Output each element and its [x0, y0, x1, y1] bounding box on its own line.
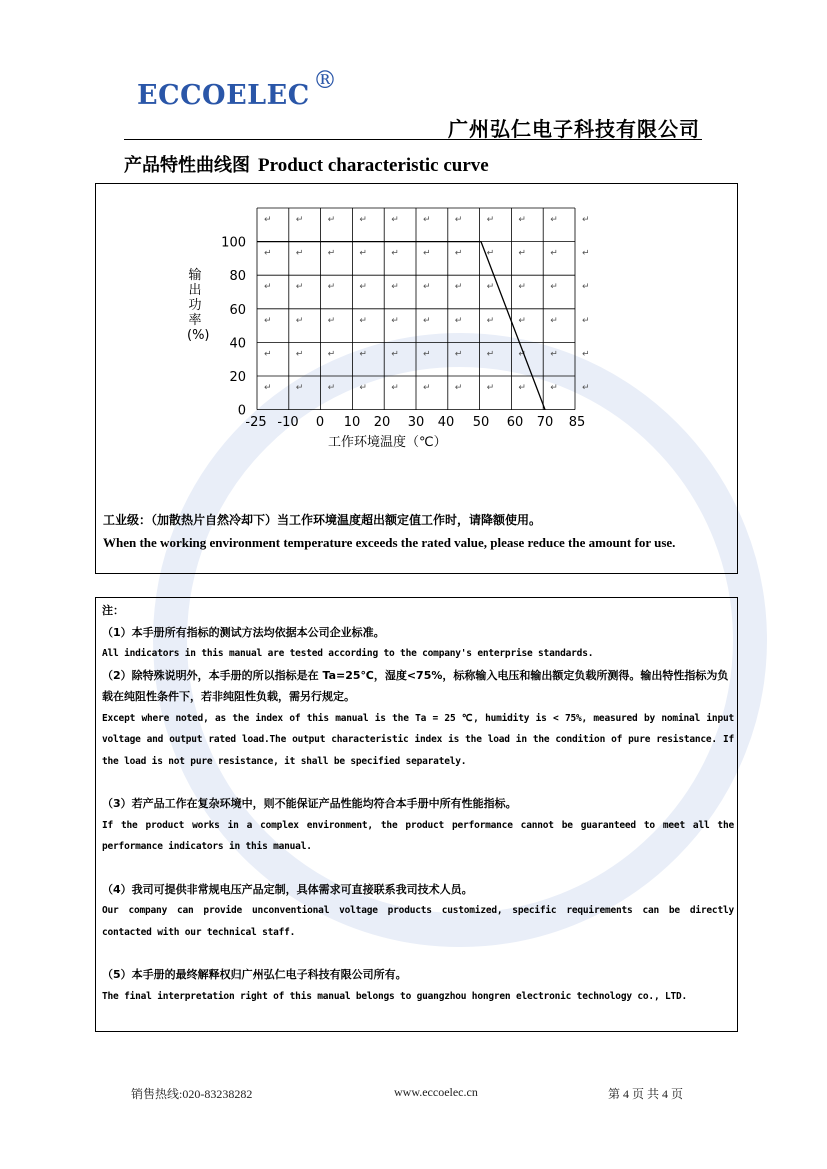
cell-return-mark: ↵ [486, 215, 495, 225]
cell-return-mark: ↵ [295, 315, 304, 326]
cell-return-mark: ↵ [518, 383, 526, 393]
chart-grid [257, 208, 590, 410]
cell-return-mark: ↵ [454, 215, 463, 225]
note-4-en: Our company can provide unconventional voltage products customized, specific requirements can be directly contacted with our technical staff. [102, 905, 734, 938]
cell-return-mark: ↵ [582, 315, 590, 326]
x-tick-label: -10 [277, 415, 299, 430]
cell-return-mark: ↵ [391, 248, 399, 259]
cell-return-mark: ↵ [423, 315, 431, 326]
cell-return-mark: ↵ [391, 215, 399, 225]
cell-return-mark: ↵ [454, 248, 463, 259]
cell-return-mark: ↵ [264, 315, 272, 326]
cell-return-mark: ↵ [359, 349, 367, 360]
derating-warning-cn: 工业级：（加散热片自然冷却下）当工作环境温度超出额定值工作时，请降额使用。 [103, 513, 542, 527]
y-axis-ticks [221, 236, 246, 419]
x-tick-label: 70 [536, 415, 554, 430]
cell-return-mark: ↵ [518, 282, 526, 293]
note-1-cn: （1）本手册所有指标的测试方法均依据本公司企业标准。 [102, 625, 385, 639]
cell-return-mark: ↵ [423, 282, 431, 293]
cell-return-mark: ↵ [391, 349, 399, 360]
y-tick-label: 80 [229, 269, 246, 285]
cell-return-mark: ↵ [264, 282, 272, 293]
section-title-cn: 产品特性曲线图 [124, 155, 250, 176]
x-tick-label: 20 [373, 415, 391, 430]
cell-return-mark: ↵ [486, 248, 495, 259]
footer-website[interactable]: www.eccoelec.cn [394, 1085, 478, 1099]
cell-return-mark: ↵ [582, 282, 590, 293]
cell-return-mark: ↵ [295, 248, 304, 259]
x-tick-label: 50 [472, 415, 490, 430]
x-tick-label: 30 [407, 415, 425, 430]
cell-return-mark: ↵ [295, 282, 304, 293]
cell-return-mark: ↵ [486, 349, 495, 360]
cell-return-mark: ↵ [454, 315, 463, 326]
cell-return-mark: ↵ [518, 248, 526, 259]
cell-return-mark: ↵ [264, 349, 272, 360]
note-2-cn: （2）除特殊说明外，本手册的所以指标是在 Ta=25℃，湿度<75%，标称输入电压和输出额定负载所测得。输出特性指标为负载在纯阻性条件下，若非纯阻性负载，需另行规定。 [102, 668, 729, 703]
cell-return-mark: ↵ [582, 383, 590, 393]
footer-page-number: 第 4 页 共 4 页 [608, 1087, 684, 1101]
cell-return-mark: ↵ [486, 282, 495, 293]
notes-section [102, 600, 734, 1007]
note-5-cn: （5）本手册的最终解释权归广州弘仁电子科技有限公司所有。 [102, 968, 407, 981]
cell-return-mark: ↵ [550, 383, 558, 393]
cell-return-mark: ↵ [264, 383, 272, 393]
cell-return-mark: ↵ [327, 282, 336, 293]
cell-return-mark: ↵ [264, 248, 272, 259]
cell-return-mark: ↵ [486, 383, 495, 393]
x-axis-label: 工作环境温度（℃） [328, 435, 447, 450]
cell-return-mark: ↵ [582, 248, 590, 259]
cell-return-mark: ↵ [423, 248, 431, 259]
derating-chart [0, 0, 827, 470]
cell-return-mark: ↵ [550, 349, 558, 360]
footer-hotline: 销售热线:020-83238282 [131, 1087, 253, 1101]
cell-return-mark: ↵ [582, 349, 590, 360]
cell-return-mark: ↵ [518, 215, 526, 225]
x-tick-label: 10 [343, 415, 361, 430]
cell-return-mark: ↵ [327, 248, 336, 259]
cell-return-mark: ↵ [359, 282, 367, 293]
x-axis-ticks [245, 415, 585, 430]
cell-return-mark: ↵ [327, 383, 336, 393]
y-tick-label: 20 [229, 370, 246, 385]
cell-return-mark: ↵ [391, 282, 399, 293]
notes-heading: 注： [102, 604, 124, 617]
note-3-cn: （3）若产品工作在复杂环境中，则不能保证产品性能均符合本手册中所有性能指标。 [102, 797, 517, 810]
cell-return-mark: ↵ [550, 248, 558, 259]
cell-return-mark: ↵ [423, 349, 431, 360]
y-tick-label: 40 [229, 336, 246, 352]
y-tick-label: 0 [237, 403, 246, 419]
cell-return-mark: ↵ [391, 315, 399, 326]
x-tick-label: 85 [568, 415, 586, 430]
cell-return-mark: ↵ [359, 248, 367, 259]
x-tick-label: -25 [245, 415, 267, 430]
registered-mark: ® [313, 66, 337, 94]
section-title-en: Product characteristic curve [258, 155, 489, 176]
cell-return-mark: ↵ [359, 383, 367, 393]
x-tick-label: 40 [437, 415, 455, 430]
cell-return-mark: ↵ [359, 315, 367, 326]
cell-return-mark: ↵ [582, 215, 590, 225]
derating-warning-en: When the working environment temperature exceeds the rated value, please reduce the amount for use. [103, 535, 676, 550]
cell-return-mark: ↵ [518, 349, 526, 360]
cell-return-mark: ↵ [423, 215, 431, 225]
note-1-en: All indicators in this manual are tested according to the company's enterprise standards. [102, 648, 594, 659]
y-tick-label: 60 [229, 302, 246, 318]
cell-return-mark: ↵ [295, 215, 304, 225]
cell-return-mark: ↵ [295, 349, 304, 360]
cell-return-mark: ↵ [550, 282, 558, 293]
cell-return-mark: ↵ [423, 383, 431, 393]
y-axis-label: 输出功率(%) [187, 268, 210, 343]
x-tick-label: 60 [506, 415, 524, 430]
note-5-en: The final interpretation right of this manual belongs to guangzhou hongren electronic technology co., LTD. [102, 990, 688, 1002]
cell-return-mark: ↵ [264, 215, 272, 225]
cell-return-mark: ↵ [550, 315, 558, 326]
cell-return-mark: ↵ [454, 282, 463, 293]
cell-return-mark: ↵ [486, 315, 495, 326]
note-2-en: Except where noted, as the index of this manual is the Ta = 25 ℃, humidity is < 75%, measured by nominal input voltage and output rated load.The output characteristic index is the load in the condition of pure resistance. If the load is not pure resistance, it shall be specified separately. [102, 712, 734, 767]
x-tick-label: 0 [315, 415, 325, 430]
note-3-en: If the product works in a complex environment, the product performance cannot be guaranteed to meet all the performance indicators in this manual. [102, 819, 734, 852]
y-tick-label: 100 [221, 235, 246, 251]
company-logo: ECCOELEC [137, 80, 310, 111]
cell-return-mark: ↵ [454, 349, 463, 360]
cell-return-mark: ↵ [518, 315, 526, 326]
cell-return-mark: ↵ [550, 215, 558, 225]
cell-return-mark: ↵ [454, 383, 463, 393]
cell-return-mark: ↵ [295, 383, 304, 393]
cell-return-mark: ↵ [391, 383, 399, 393]
company-name: 广州弘仁电子科技有限公司 [448, 117, 700, 141]
cell-return-mark: ↵ [327, 315, 336, 326]
cell-return-mark: ↵ [327, 349, 336, 360]
cell-return-mark: ↵ [327, 215, 336, 225]
note-4-cn: （4）我司可提供非常规电压产品定制，具体需求可直接联系我司技术人员。 [102, 882, 473, 896]
cell-return-mark: ↵ [359, 215, 367, 225]
